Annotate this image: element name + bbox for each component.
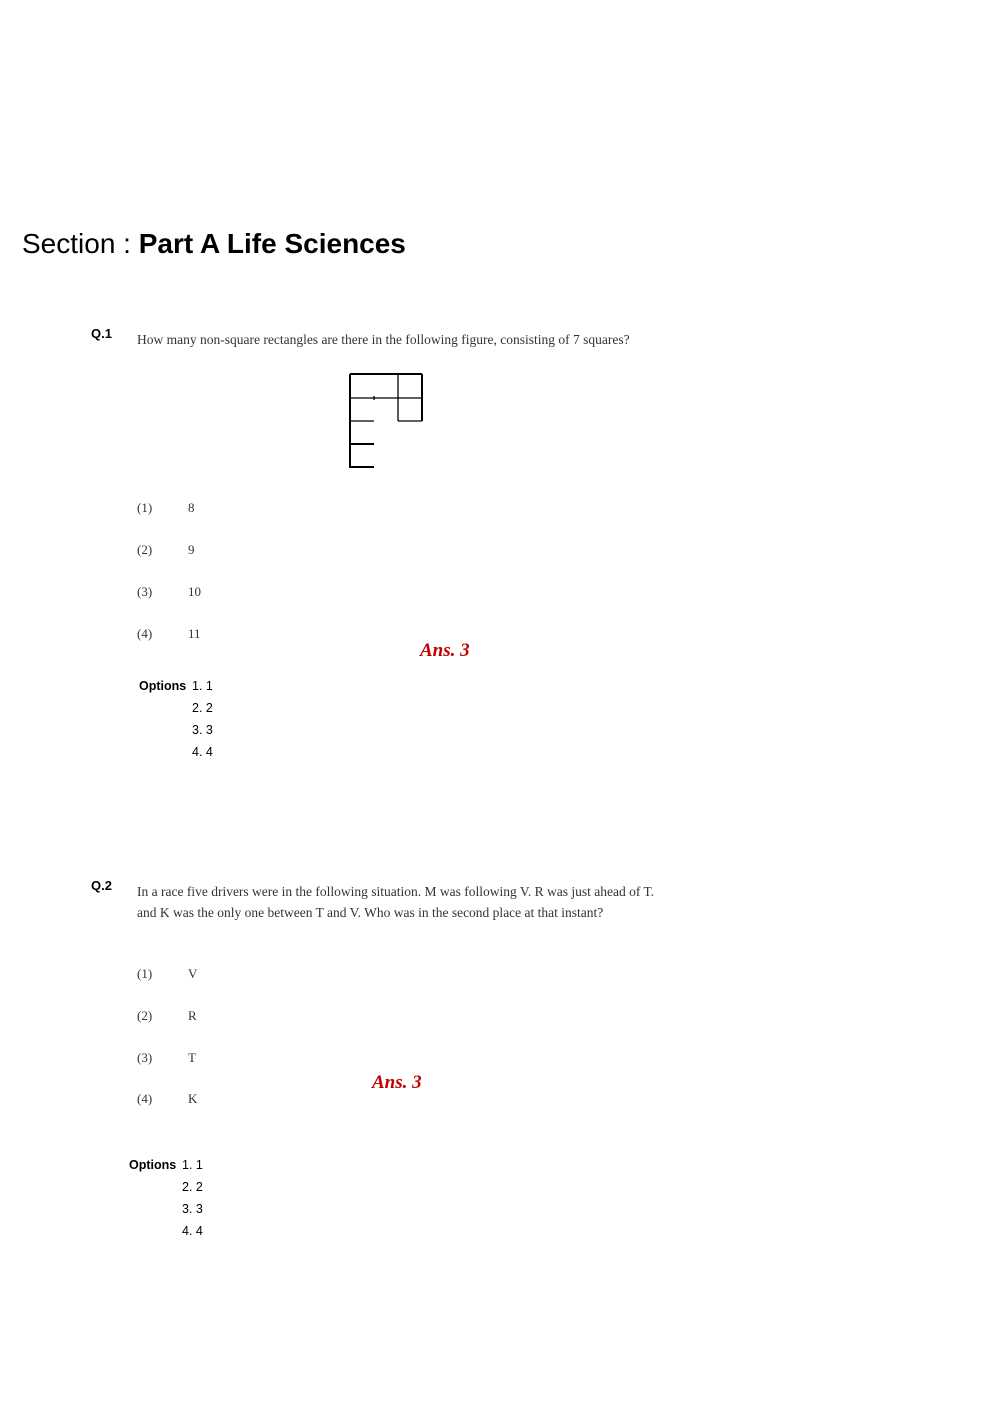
choice-value: 8 — [188, 500, 195, 515]
section-prefix: Section : — [22, 228, 139, 259]
7-square-figure — [340, 366, 435, 474]
question-number: Q.2 — [91, 878, 112, 893]
option-item: 4. 4 — [192, 745, 213, 759]
choice-value: 11 — [188, 626, 201, 641]
option-item: 4. 4 — [182, 1224, 203, 1238]
section-title — [22, 228, 406, 260]
choice-number: (4) — [137, 1091, 153, 1106]
options-label: Options — [129, 1158, 177, 1172]
choice-value: K — [188, 1091, 198, 1106]
choice-value: 10 — [188, 584, 201, 599]
option-item: 3. 3 — [182, 1202, 203, 1216]
choice-number: (1) — [137, 500, 153, 515]
option-item: 1. 1 — [182, 1158, 203, 1172]
choice-number: (4) — [137, 626, 153, 641]
choice-value: V — [188, 966, 198, 981]
choice-value: T — [188, 1050, 196, 1065]
section-name: Part A Life Sciences — [138, 228, 406, 259]
choice-number: (3) — [137, 584, 153, 599]
question-text: How many non-square rectangles are there in the following figure, consisting of 7 squares? — [137, 332, 630, 347]
answer-annotation: Ans. 3 — [420, 640, 470, 661]
option-item: 1. 1 — [192, 679, 213, 693]
choice-number: (3) — [137, 1050, 153, 1065]
choice-value: 9 — [188, 542, 195, 557]
answer-annotation: Ans. 3 — [372, 1072, 422, 1093]
question-number: Q.1 — [91, 326, 112, 341]
option-item: 2. 2 — [192, 701, 213, 715]
choice-number: (2) — [137, 1008, 153, 1023]
choice-value: R — [188, 1008, 197, 1023]
option-item: 2. 2 — [182, 1180, 203, 1194]
choice-number: (1) — [137, 966, 153, 981]
question-text: In a race five drivers were in the following situation. M was following V. R was just ahead of T. and K was the only one between T and V. Who was in the second place at that instant? — [137, 884, 655, 920]
option-item: 3. 3 — [192, 723, 213, 737]
options-label: Options — [139, 679, 187, 693]
choice-number: (2) — [137, 542, 153, 557]
